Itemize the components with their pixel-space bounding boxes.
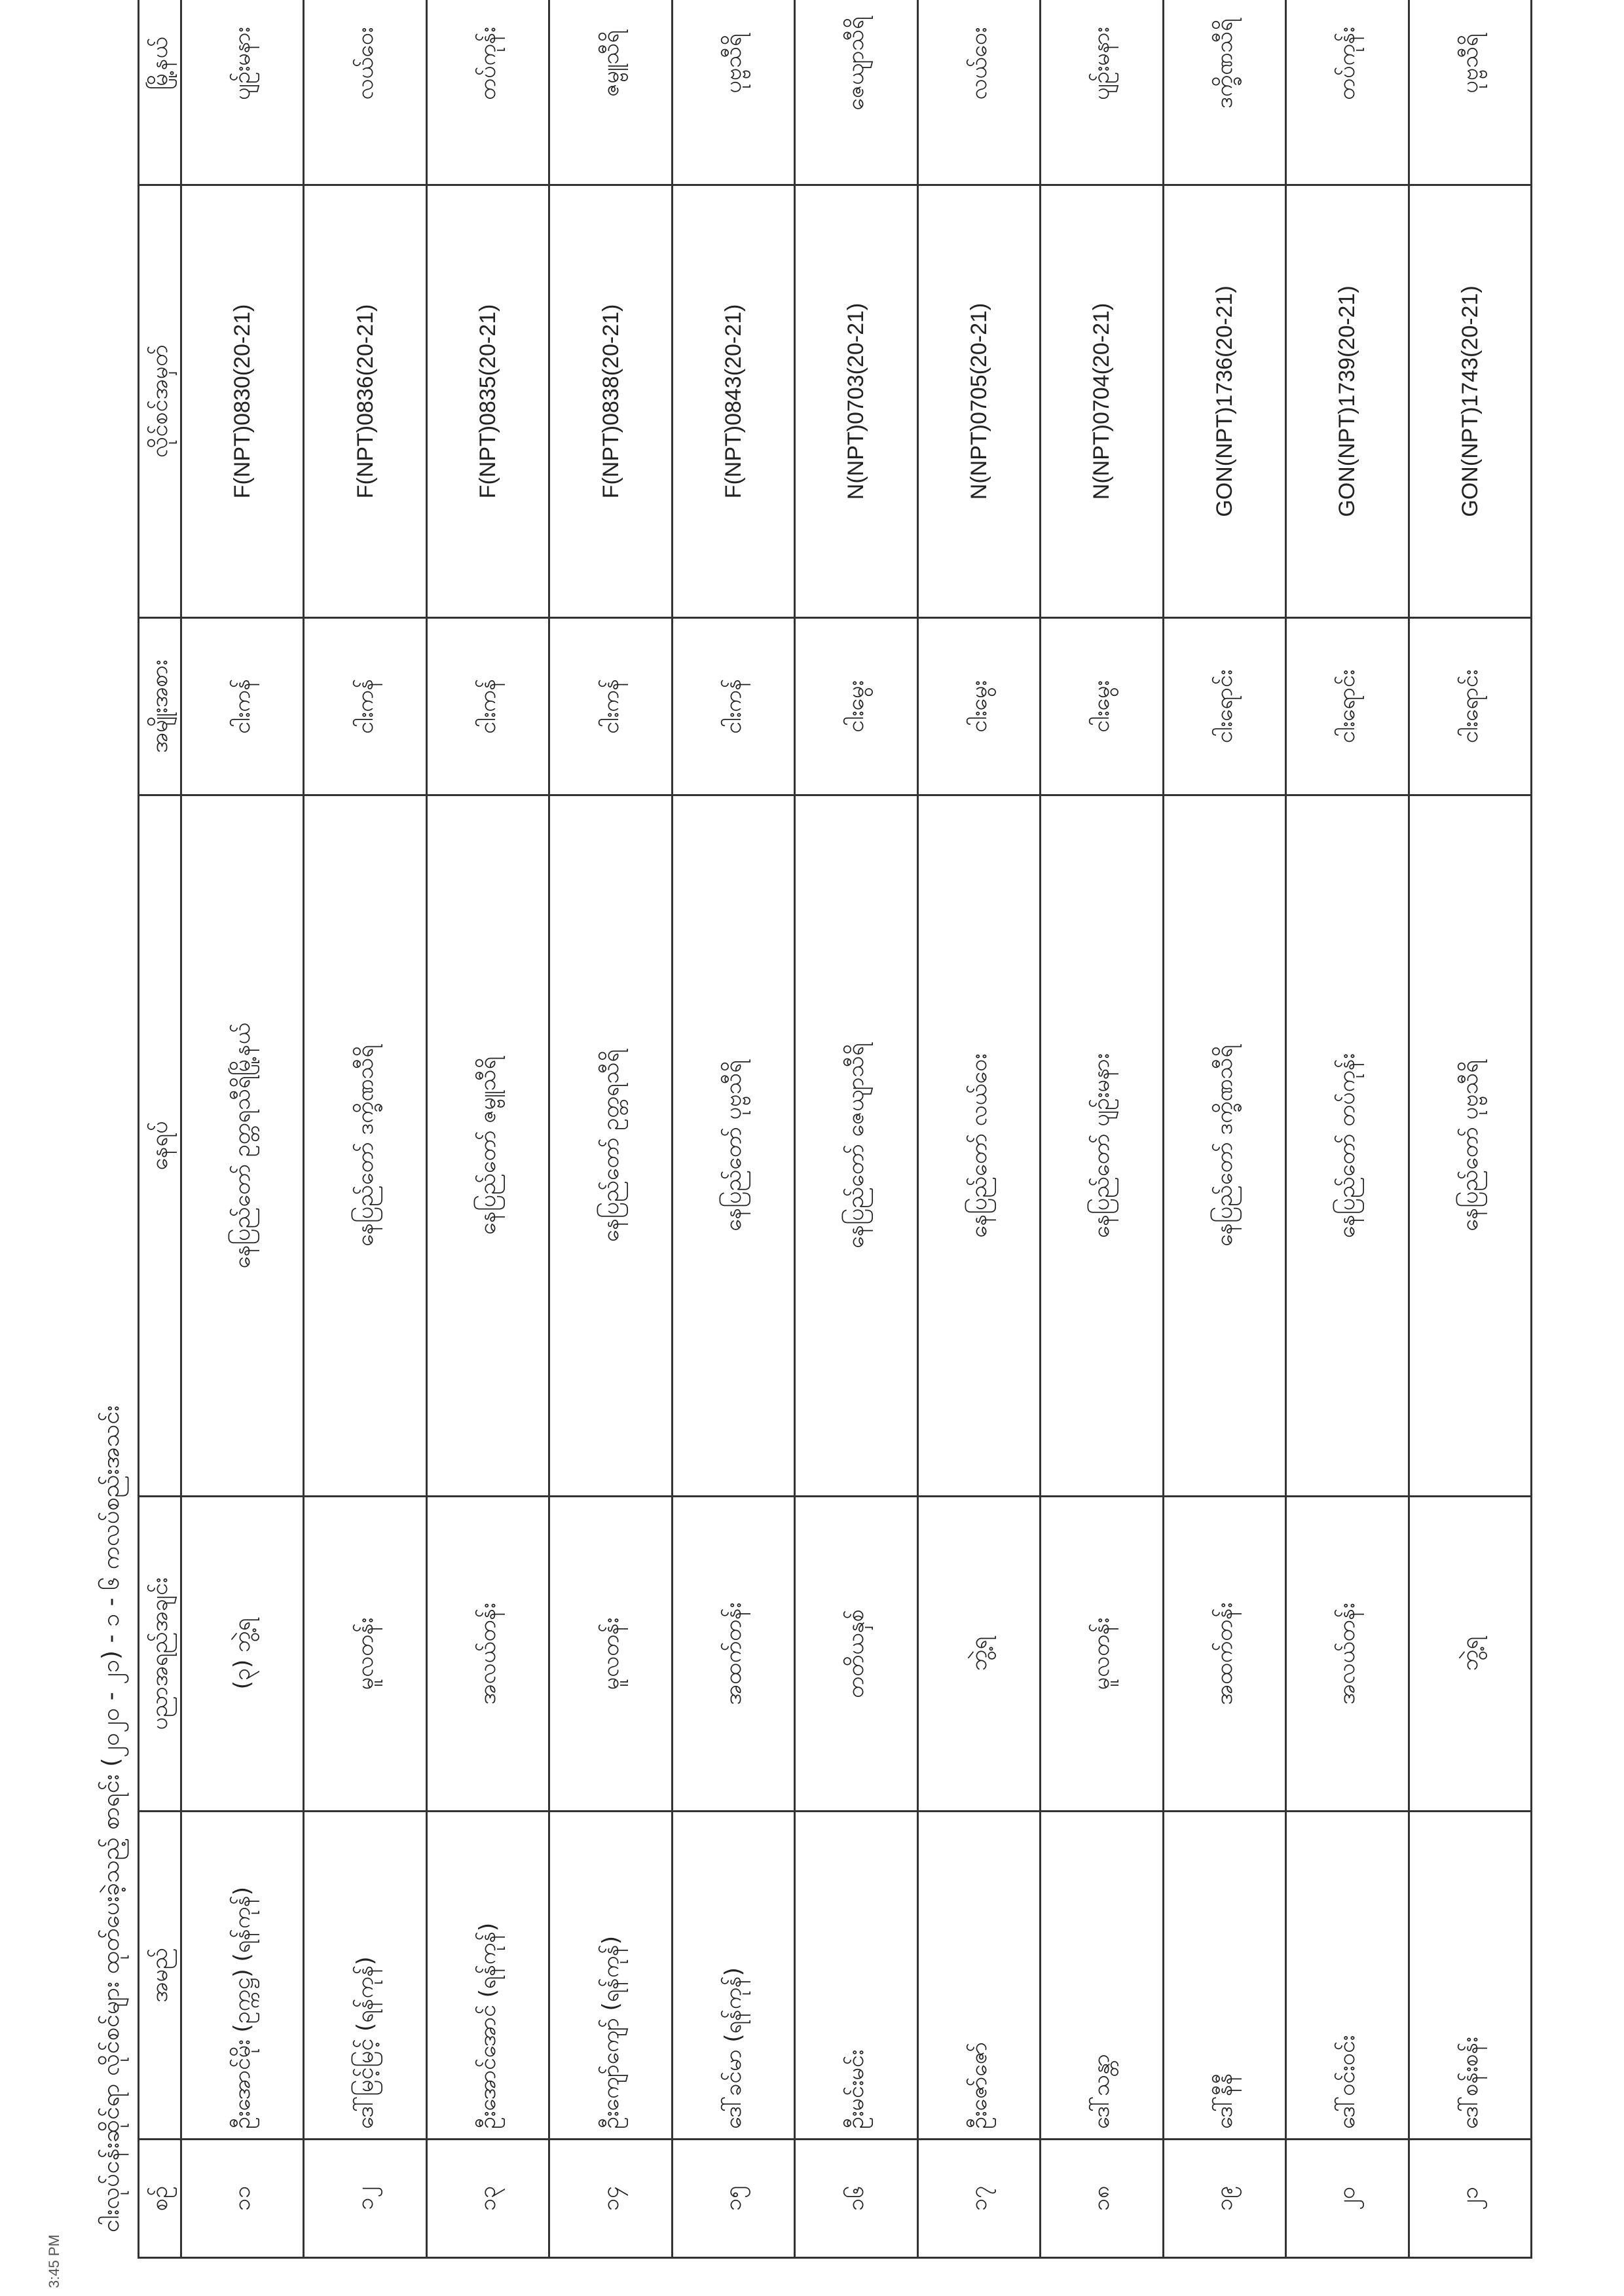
table-row <box>1163 0 1285 2258</box>
header-type: အမျိုးအစား <box>139 618 181 795</box>
cell-license: F(NPT)0838(20-21) <box>549 185 672 618</box>
cell-address: နေပြည်တော် တပ်ကုန်း <box>1286 795 1409 1497</box>
cell-no: ၁၂ <box>304 2140 426 2258</box>
cell-type: ငါးမွေး <box>1041 618 1163 795</box>
cell-education: (၃) ဘွဲ့ရ <box>181 1497 304 1812</box>
cell-license: N(NPT)0705(20-21) <box>917 185 1040 618</box>
cell-education: ဘွဲ့ရ <box>917 1497 1040 1812</box>
cell-address: နေပြည်တော် ပုဗ္ဗသီရိ <box>672 795 794 1497</box>
cell-education: အလယ်တန်း <box>1286 1497 1409 1812</box>
cell-license: F(NPT)0843(20-21) <box>672 185 794 618</box>
cell-township: ပုဗ္ဗသီရိ <box>1409 0 1531 185</box>
cell-address: နေပြည်တော် လယ်ဝေး <box>917 795 1040 1497</box>
cell-education: အထက်တန်း <box>672 1497 794 1812</box>
cell-no: ၁၉ <box>1163 2140 1285 2258</box>
cell-no: ၁၆ <box>795 2140 917 2258</box>
table-row <box>1286 0 1409 2258</box>
cell-name: ဦးဇော်ဇော် <box>917 1812 1040 2140</box>
cell-township: လယ်ဝေး <box>304 0 426 185</box>
cell-no: ၂၁ <box>1409 2140 1531 2258</box>
table-row <box>181 0 304 2258</box>
cell-address: နေပြည်တော် ဒက္ခိဏသီရိ <box>304 795 426 1497</box>
rotated-page <box>85 16 1545 2259</box>
cell-name: ဦးအောင်အောင် (ရန်ကုန်) <box>426 1812 549 2140</box>
cell-type: ငါးရောင်း <box>1163 618 1285 795</box>
cell-license: N(NPT)0704(20-21) <box>1041 185 1163 618</box>
cell-no: ၂၀ <box>1286 2140 1409 2258</box>
cell-township: ဒက္ခိဏသီရိ <box>1163 0 1285 185</box>
cell-township: ပျဉ်းမနား <box>181 0 304 185</box>
license-table <box>138 0 1532 2259</box>
cell-type: ငါးရောင်း <box>1409 618 1531 795</box>
table-row <box>1041 0 1163 2258</box>
cell-education: ဘွဲ့ရ <box>1409 1497 1531 1812</box>
cell-type: ငါးကန် <box>426 618 549 795</box>
cell-name: ဒေါ်နီနီ <box>1163 1812 1285 2140</box>
cell-no: ၁၈ <box>1041 2140 1163 2258</box>
table-row <box>1409 0 1531 2258</box>
table-row <box>304 0 426 2258</box>
cell-education: မူလတန်း <box>1041 1497 1163 1812</box>
cell-address: နေပြည်တော် ပျဉ်းမနား <box>1041 795 1163 1497</box>
table-row <box>426 0 549 2258</box>
cell-education: တတိယနှစ် <box>795 1497 917 1812</box>
cell-township: တပ်ကုန်း <box>1286 0 1409 185</box>
cell-type: ငါးရောင်း <box>1286 618 1409 795</box>
cell-address: နေပြည်တော် ဇမ္ဗူသီရိ <box>426 795 549 1497</box>
cell-education: မူလတန်း <box>549 1497 672 1812</box>
cell-type: ငါးကန် <box>304 618 426 795</box>
cell-name: ဦးအောင်မိုး (ဥက္ကဋ္ဌ) (ရန်ကုန်) <box>181 1812 304 2140</box>
cell-no: ၁၃ <box>426 2140 549 2258</box>
cell-no: ၁၅ <box>672 2140 794 2258</box>
header-license: လိုင်စင်အမှတ် <box>139 185 181 618</box>
cell-type: ငါးကန် <box>549 618 672 795</box>
cell-address: နေပြည်တော် ဥတ္တရသီရိ <box>549 795 672 1497</box>
cell-license: F(NPT)0835(20-21) <box>426 185 549 618</box>
cell-name: ဒေါ်မြင့်မြင့် (ရန်ကုန်) <box>304 1812 426 2140</box>
cell-type: ငါးမွေး <box>917 618 1040 795</box>
cell-township: ပုဗ္ဗသီရိ <box>672 0 794 185</box>
table-row <box>917 0 1040 2258</box>
cell-license: N(NPT)0703(20-21) <box>795 185 917 618</box>
cell-address: နေပြည်တော် ဇေယျာသီရိ <box>795 795 917 1497</box>
document-title: ငါးလုပ်ငန်းဆိုင်ရာ လိုင်စင်များ ထုတ်ပေးခဲ့သည့် စာရင်း (၂၀၂၀ - ၂၁) - ၁ - ၆ ကလပ်စည်းအသင်း <box>98 1405 124 2232</box>
cell-education: အထက်တန်း <box>1163 1497 1285 1812</box>
header-township: မြို့နယ် <box>139 0 181 185</box>
cell-no: ၁၁ <box>181 2140 304 2258</box>
scan-timestamp <box>46 2223 92 2288</box>
cell-education: အလယ်တန်း <box>426 1497 549 1812</box>
header-row <box>139 0 181 2258</box>
cell-name: ဒေါ်သန္တာ <box>1041 1812 1163 2140</box>
cell-name: ဦးကျော်ကျော် (ရန်ကုန်) <box>549 1812 672 2140</box>
cell-license: GON(NPT)1743(20-21) <box>1409 185 1531 618</box>
cell-township: လယ်ဝေး <box>917 0 1040 185</box>
cell-township: ဇမ္ဗူသီရိ <box>549 0 672 185</box>
table-row <box>549 0 672 2258</box>
cell-license: F(NPT)0830(20-21) <box>181 185 304 618</box>
header-education: ပညာအရည်အချင်း <box>139 1497 181 1812</box>
cell-name: ဒေါ်စန်းစန်း <box>1409 1812 1531 2140</box>
cell-township: တပ်ကုန်း <box>426 0 549 185</box>
header-no: စဉ် <box>139 2140 181 2258</box>
cell-township: ဇေယျာသီရိ <box>795 0 917 185</box>
header-address: နေရပ် <box>139 795 181 1497</box>
scan-time-text: 3:45 PM <box>46 2234 62 2288</box>
cell-license: GON(NPT)1736(20-21) <box>1163 185 1285 618</box>
cell-type: ငါးကန် <box>672 618 794 795</box>
cell-township: ပျဉ်းမနား <box>1041 0 1163 185</box>
cell-no: ၁၄ <box>549 2140 672 2258</box>
header-name: အမည် <box>139 1812 181 2140</box>
cell-no: ၁၇ <box>917 2140 1040 2258</box>
cell-type: ငါးမွေး <box>795 618 917 795</box>
cell-name: ဒေါ်ခင်မာ (ရန်ကုန်) <box>672 1812 794 2140</box>
cell-education: မူလတန်း <box>304 1497 426 1812</box>
table-row <box>795 0 917 2258</box>
cell-type: ငါးကန် <box>181 618 304 795</box>
cell-license: GON(NPT)1739(20-21) <box>1286 185 1409 618</box>
cell-address: နေပြည်တော် ဥတ္တရသီရိမြို့နယ် <box>181 795 304 1497</box>
cell-address: နေပြည်တော် ပုဗ္ဗသီရိ <box>1409 795 1531 1497</box>
cell-name: ဒေါ်ဝင်းဝင်း <box>1286 1812 1409 2140</box>
table-row <box>672 0 794 2258</box>
cell-name: ဦးမင်းမင်း <box>795 1812 917 2140</box>
cell-address: နေပြည်တော် ဒက္ခိဏသီရိ <box>1163 795 1285 1497</box>
cell-license: F(NPT)0836(20-21) <box>304 185 426 618</box>
